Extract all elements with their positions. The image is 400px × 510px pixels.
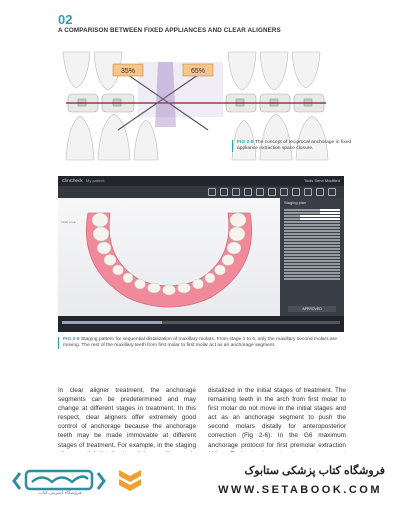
3d-viewport	[58, 198, 280, 316]
app-name: ClinCheck	[62, 178, 83, 183]
setabook-logo	[12, 467, 108, 495]
staging-icon	[328, 188, 336, 196]
figure-2-6-caption	[58, 337, 344, 349]
shop-url[interactable]: WWW.SETABOOK.COM	[218, 484, 382, 496]
staging-panel-title: Staging plan	[284, 200, 307, 205]
chapter-number: 02	[58, 12, 73, 27]
approved-button: APPROVED	[288, 306, 336, 312]
view-bottom-icon	[256, 188, 264, 196]
body-column-right: distalized in the initial stages of treatment. The remaining teeth in the arch from first molar to first molar do not move in the initial stages and act as an anchorage segment to push the second molars distally for anteroposterior correction (Fig 2-6). In the G6 maximum anchorage protocol for first premolar extraction	[208, 387, 346, 449]
stage-timeline	[58, 316, 344, 332]
chapter-title: A COMPARISON BETWEEN FIXED APPLIANCES AND CLEAR ALIGNERS	[58, 27, 281, 34]
figure-2-6-app-window	[58, 176, 344, 332]
app-menu: Tools Send Modified	[303, 178, 340, 183]
superimpose-icon	[304, 188, 312, 196]
shop-name: فروشگاه کتاب پزشکی ستابوک	[244, 465, 385, 477]
view-top-icon	[244, 188, 252, 196]
figure-2-6-label: FIG 2-6	[63, 337, 80, 342]
figure-2-5-text: The concept of reciprocal anchorage in fixed appliance extraction space closure.	[237, 140, 352, 151]
app-titlebar	[58, 176, 344, 186]
attachments-icon	[292, 188, 300, 196]
right-percent-label: 65%	[190, 68, 206, 75]
view-front-icon	[208, 188, 216, 196]
viewport-subheader: Initial setup	[61, 220, 77, 224]
overlay-icon	[280, 188, 288, 196]
app-patient: My patient	[86, 178, 105, 183]
timeline-progress	[62, 321, 162, 324]
body-column-left: In clear aligner treatment, the anchorage segments can be predetermined and may change at different stages in treatment. In this respect, clear aligners offer extremely good control of anchorage because the anchorage teeth may be made immovable at different stages of treatment. For example, in the staging	[58, 387, 196, 449]
dental-arch-model	[58, 198, 280, 316]
app-toolbar	[58, 186, 344, 198]
logo-subtitle: فروشگاه اینترنتی کتاب	[38, 491, 82, 495]
view-right-icon	[232, 188, 240, 196]
figure-2-6-text: Staging pattern for sequential distalization of maxillary molars. From stage 1 to 6, only the maxillary second molars are moving. The rest of the maxillary teeth from first molar to first molar act as an anchorage segment.	[63, 337, 337, 349]
ipr-icon	[316, 188, 324, 196]
view-left-icon	[220, 188, 228, 196]
figure-2-5-label: FIG 2-5	[237, 140, 254, 145]
staging-grid	[280, 206, 344, 306]
chevron-logo-icon	[117, 466, 143, 494]
grid-icon	[268, 188, 276, 196]
figure-2-5-caption	[232, 140, 362, 152]
left-percent-label: 35%	[120, 68, 136, 75]
staging-panel	[280, 198, 344, 316]
